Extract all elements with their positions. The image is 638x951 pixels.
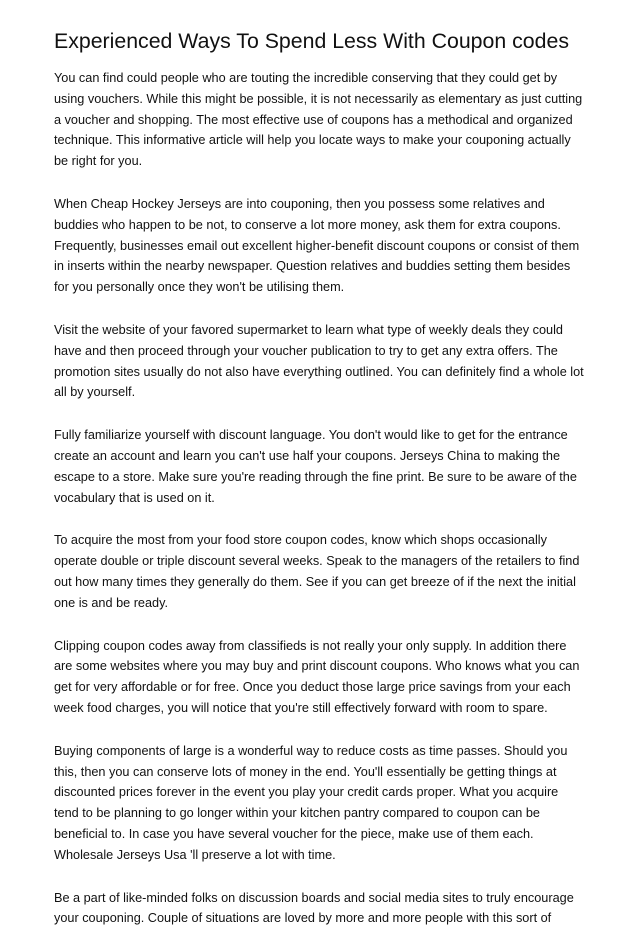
paragraph: Clipping coupon codes away from classifieds is not really your only supply. In addition there are some websites where you may buy and print discount coupons. Who knows what you can get for very affordable or for free. Once you deduct those large price savings from your each week food charges, you will notice that you're still effectively forward with room to spare. bbox=[54, 638, 580, 715]
paragraph: You can find could people who are touting the incredible conserving that they could get by using vouchers. While this might be possible, it is not necessarily as elementary as just cutting a voucher and shopping. The most effective use of coupons has a methodical and organized technique. This informative article will help you locate ways to make your couponing actually be right for you. bbox=[54, 71, 583, 169]
document-body bbox=[54, 68, 586, 951]
paragraph: Visit the website of your favored supermarket to learn what type of weekly deals they could have and then proceed through your voucher publication to try to get any extra offers. The promotion sites usually do not also have everything outlined. You can definitely find a whole lot all by yourself. bbox=[54, 322, 584, 400]
document-title: Experienced Ways To Spend Less With Coupon codes bbox=[54, 29, 569, 53]
paragraph: Fully familiarize yourself with discount language. You don't would like to get for the entrance create an account and learn you can't use half your coupons. Jerseys China to making the escape to a store. Make sure you're reading through the fine print. Be sure to be aware of the vocabulary that is used on it. bbox=[54, 428, 577, 505]
paragraph: Be a part of like-minded folks on discussion boards and social media sites to truly encourage your couponing. Couple of situations are loved by more and more people with this sort of bbox=[54, 890, 574, 926]
paragraph: When Cheap Hockey Jerseys are into couponing, then you possess some relatives and buddies who happen to be not, to conserve a lot more money, ask them for extra coupons. Frequently, businesses email out excellent higher-benefit discount coupons or consist of them in inserts within the nearby newspaper. Question relatives and buddies setting them besides for you personally once they won't be utilising them. bbox=[54, 196, 580, 295]
paragraph: Buying components of large is a wonderful way to reduce costs as time passes. Should you this, then you can conserve lots of money in the end. You'll essentially be getting things at discounted prices forever in the event you play your credit cards proper. What you acquire tend to be planning to go longer within your kitchen pantry compared to coupon can be beneficial to. In case you have several voucher for the piece, make use of them each. Wholesale Jerseys Usa 'll preserve a lot with time. bbox=[54, 743, 568, 862]
paragraph: To acquire the most from your food store coupon codes, know which shops occasionally operate double or triple discount several weeks. Speak to the managers of the retailers to find out how many times they generally do them. See if you can get breeze of if the next the initial one is and be ready. bbox=[54, 533, 580, 610]
